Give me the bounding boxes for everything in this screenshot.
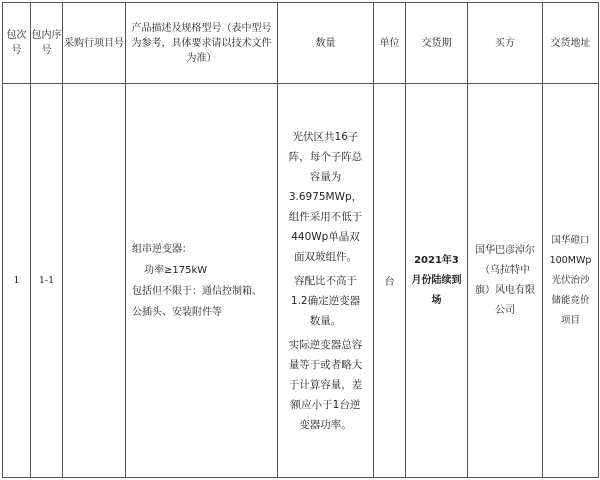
header-package-item-no: 包内序号 (31, 3, 63, 84)
header-quantity: 数量 (278, 3, 374, 84)
cell-address: 国华磴口100MWp光伏治沙储能竞价项目 (543, 84, 599, 478)
cell-quantity (278, 84, 374, 478)
cell-unit: 台 (374, 84, 406, 478)
cell-delivery: 2021年3月份陆续到场 (406, 84, 468, 478)
header-buyer: 买方 (468, 3, 543, 84)
header-delivery: 交货期 (406, 3, 468, 84)
header-package-no: 包次号 (3, 3, 31, 84)
cell-spec (126, 84, 278, 478)
procurement-table (2, 2, 599, 478)
header-row (3, 3, 599, 84)
header-spec: 产品描述及规格型号（表中型号为参考，具体要求请以技术文件为准） (126, 3, 278, 84)
header-address: 交货地址 (543, 3, 599, 84)
table-row (3, 84, 599, 478)
spec-line-1: 组串逆变器： (132, 243, 192, 255)
quantity-paragraph-1: 光伏区共16子阵，每个子阵总容量为3.6975MWp，组件采用不低于440Wp单晶双面双玻组件。 (288, 130, 363, 263)
cell-buyer: 国华巴彦淖尔（乌拉特中旗）风电有限公司 (468, 84, 543, 478)
header-unit: 单位 (374, 3, 406, 84)
cell-package-item-no: 1-1 (31, 84, 63, 478)
spec-line-3: 包括但不限于：通信控制箱、公插头、安装附件等 (132, 285, 262, 318)
cell-purchase-item-no (63, 84, 126, 478)
header-purchase-item-no: 采购行项目号 (63, 3, 126, 84)
quantity-paragraph-2: 容配比不高于1.2确定逆变器数量。 (290, 274, 361, 327)
cell-package-no: 1 (3, 84, 31, 478)
quantity-paragraph-3: 实际逆变器总容量等于或者略大于计算容量，差额应小于1台逆变器功率。 (288, 338, 363, 431)
spec-line-2: 功率≥175kW (144, 264, 208, 276)
